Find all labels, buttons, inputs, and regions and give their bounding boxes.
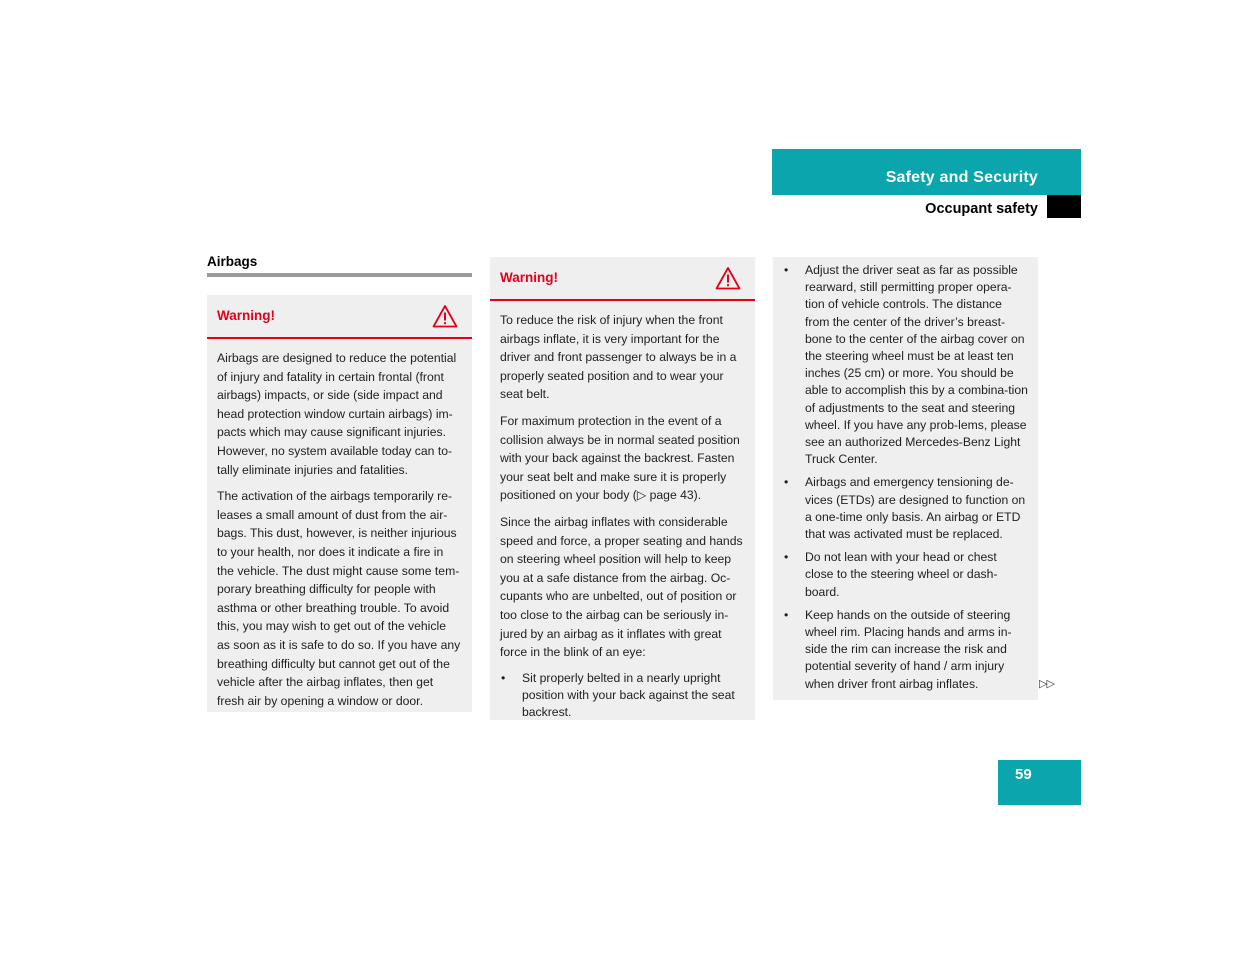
warning-body — [207, 339, 472, 724]
bullet-list — [783, 262, 1028, 693]
list-item: • Adjust the driver seat as far as possible rearward, still permitting proper opera-tion of vehicle controls. The distance from the center of the driver’s breast-bone to the center of the airbag cover on the steering wheel must be at least ten inches (25 cm) or more. You should be able to accomplish this by a combina-tion of adjustments to the seat and steering wheel. If you have any prob-lems, please see an authorized Mercedes-Benz Light Truck Center. — [783, 262, 1028, 468]
heading-rule — [207, 273, 472, 277]
chapter-title: Safety and Security — [885, 169, 1038, 186]
list-item: • Keep hands on the outside of steering wheel rim. Placing hands and arms in-side the rim can increase the risk and potential severity of hand / arm injury when driver front airbag inflates. — [783, 607, 1028, 693]
section-header — [772, 195, 1081, 218]
list-item: • Airbags and emergency tensioning de-vices (ETDs) are designed to function on a one-time only basis. An airbag or ETD that was activated must be replaced. — [783, 474, 1028, 543]
list-item: • Sit properly belted in a nearly upright position with your back against the seat backrest. — [500, 670, 745, 722]
section-marker-block — [1047, 195, 1081, 218]
chapter-header-bar — [772, 149, 1081, 195]
warning-paragraph: To reduce the risk of injury when the front airbags inflate, it is very important for the driver and front passenger to always be in a properly seated position and to wear your seat belt. — [500, 313, 737, 402]
page-number-box — [998, 760, 1081, 805]
section-title: Occupant safety — [925, 201, 1038, 217]
warning-paragraph: Since the airbag inflates with considerable speed and force, a proper seating and hands on steering wheel position will help to keep you at a safe distance from the airbag. Oc-cupants who are unbelted, out of position or too close to the airbag can be seriously in-jured by an airbag as it inflates with great force in the blink of an eye: — [500, 514, 743, 660]
warning-box-2 — [490, 257, 755, 720]
warning-label: Warning! — [500, 270, 558, 285]
bullet-list — [500, 670, 745, 722]
warning-header — [207, 295, 472, 339]
warning-paragraph: Airbags are designed to reduce the potential of injury and fatality in certain frontal (front airbags) impacts, or side (side impact and head protection window curtain airbags) im-pacts which may cause significant injuries. However, no system available today can to-tally eliminate injuries and fatalities. — [217, 351, 457, 477]
list-item: • Do not lean with your head or chest close to the steering wheel or dash-board. — [783, 549, 1028, 601]
page-number: 59 — [1015, 766, 1032, 783]
warning-triangle-icon — [715, 266, 741, 290]
warning-body — [490, 301, 755, 733]
warning-continuation-box — [773, 257, 1038, 700]
continued-arrows-icon: ▷▷ — [1039, 678, 1054, 690]
warning-paragraph: For maximum protection in the event of a collision always be in normal seated position with your back against the backrest. Fasten your seat belt and make sure it is properly positioned on your body (▷ page 43). — [500, 413, 740, 503]
warning-header — [490, 257, 755, 301]
warning-triangle-icon — [432, 304, 458, 328]
airbags-heading: Airbags — [207, 254, 258, 269]
warning-paragraph: The activation of the airbags temporarily re-leases a small amount of dust from the air-bags. This dust, however, is neither injurious to your health, nor does it indicate a fire in the vehicle. The dust might cause some tem-porary breathing difficulty for people with asthma or other breathing trouble. To avoid this, you may wish to get out of the vehicle as soon as it is safe to do so. If you have any breathing difficulty but cannot get out of the vehicle after the airbag inflates, then get fresh air by opening a window or door. — [217, 489, 461, 708]
warning-label: Warning! — [217, 308, 275, 323]
warning-box-1 — [207, 295, 472, 712]
